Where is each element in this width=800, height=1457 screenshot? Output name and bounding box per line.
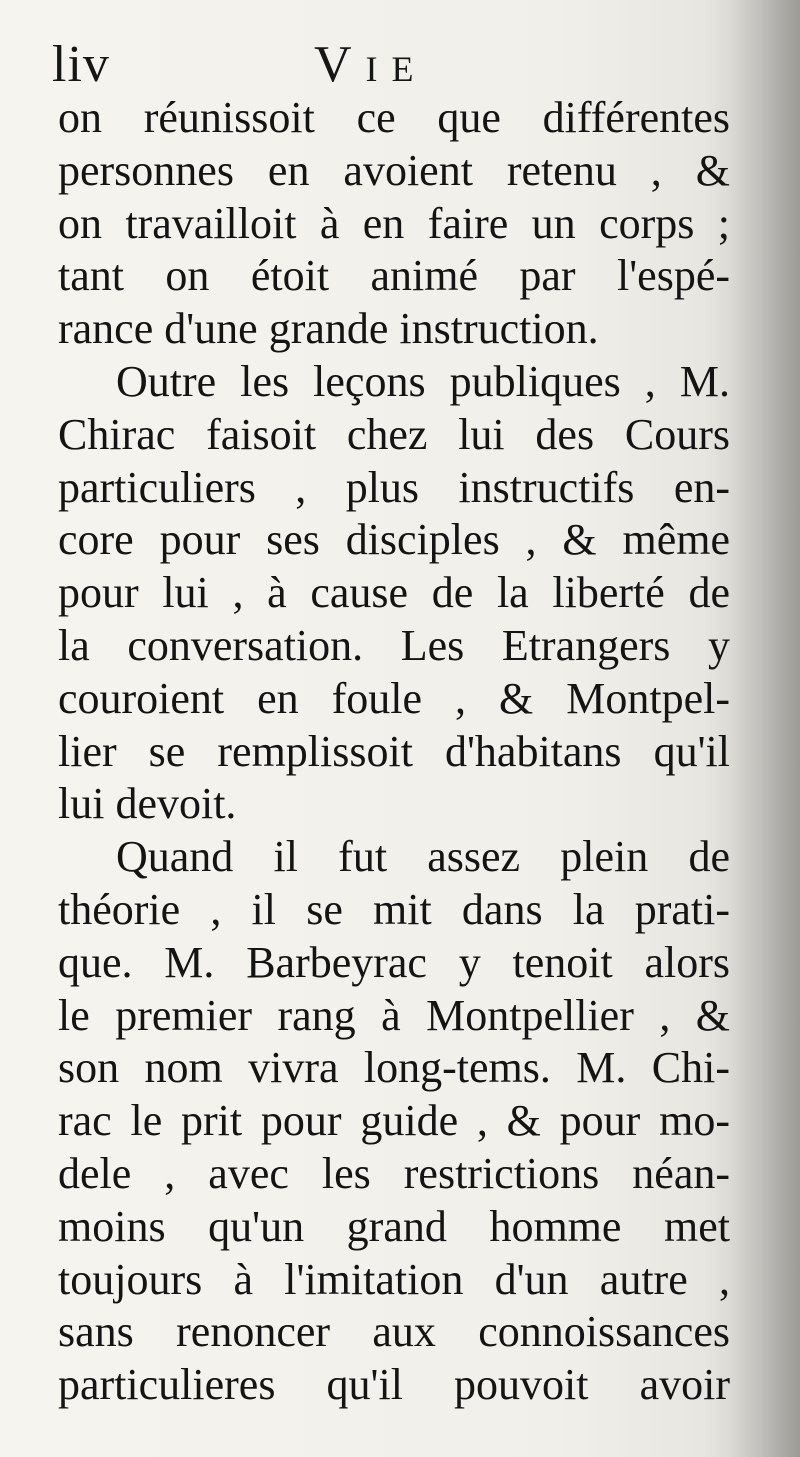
text-line: toujours à l'imitation d'un autre , bbox=[58, 1254, 730, 1304]
text-line: on travailloit à en faire un corps ; bbox=[58, 198, 730, 248]
text-line: on réunissoit ce que différentes bbox=[58, 93, 730, 142]
text-line: lier se remplissoit d'habitans qu'il bbox=[58, 726, 730, 776]
text-line: Chirac faisoit chez lui des Cours bbox=[58, 409, 730, 459]
text-line: couroient en foule , & Montpel- bbox=[58, 673, 730, 723]
text-line: rac le prit pour guide , & pour mo- bbox=[58, 1096, 730, 1146]
text-line: pour lui , à cause de la liberté de bbox=[58, 568, 730, 618]
text-line: Outre les leçons publiques , M. bbox=[116, 356, 730, 406]
text-line: lui devoit. bbox=[58, 779, 237, 829]
text-line: théorie , il se mit dans la prati- bbox=[58, 884, 730, 934]
text-line: sans renoncer aux connoissances bbox=[58, 1307, 730, 1357]
text-line: tant on étoit animé par l'espé- bbox=[58, 251, 730, 301]
page-gutter-shadow bbox=[730, 0, 800, 1457]
text-line: rance d'une grande instruction. bbox=[58, 304, 599, 354]
text-line: Quand il fut assez plein de bbox=[116, 832, 730, 882]
body-text bbox=[58, 92, 730, 1412]
text-line: dele , avec les restrictions néan- bbox=[58, 1148, 730, 1198]
text-line: core pour ses disciples , & même bbox=[58, 515, 730, 565]
text-line: que. M. Barbeyrac y tenoit alors bbox=[58, 937, 730, 987]
text-line: la conversation. Les Etrangers y bbox=[58, 620, 730, 670]
text-line: particulieres qu'il pouvoit avoir bbox=[58, 1360, 730, 1410]
page-number: liv bbox=[52, 36, 110, 93]
text-line: le premier rang à Montpellier , & bbox=[58, 990, 730, 1040]
running-head: Vie bbox=[314, 36, 428, 93]
page-header bbox=[52, 30, 752, 100]
text-line: moins qu'un grand homme met bbox=[58, 1201, 730, 1251]
text-line: personnes en avoient retenu , & bbox=[58, 145, 730, 195]
text-line: son nom vivra long-tems. M. Chi- bbox=[58, 1043, 730, 1093]
text-line: particuliers , plus instructifs en- bbox=[58, 462, 730, 512]
